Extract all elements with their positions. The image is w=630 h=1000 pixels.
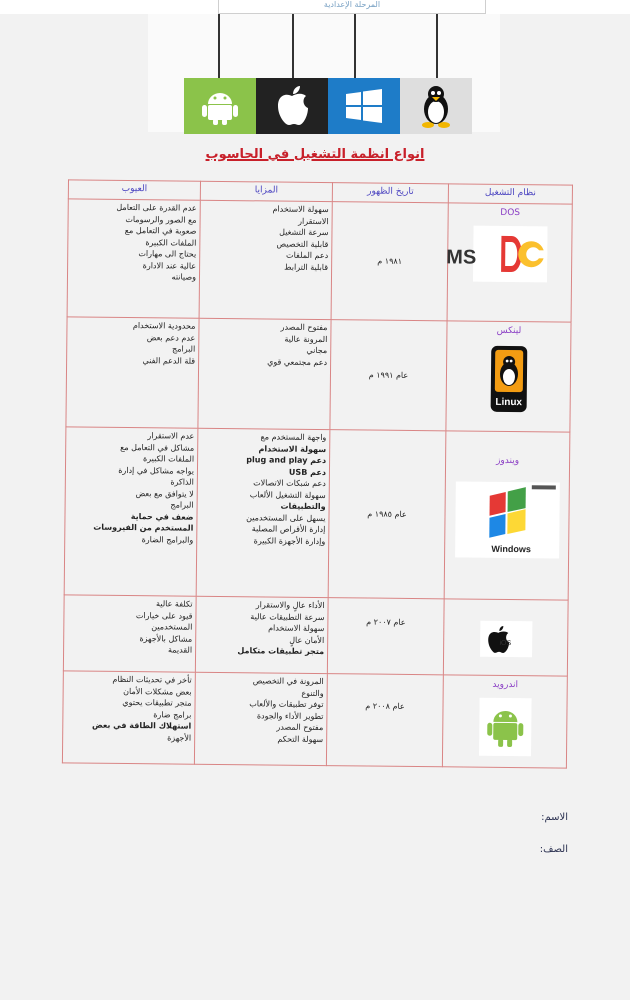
date-cell: عام ٢٠٠٧ م bbox=[327, 598, 444, 675]
cons-item: ضعف في حماية bbox=[130, 511, 194, 522]
pros-item: قابلية الترابط bbox=[284, 262, 329, 272]
pros-cell bbox=[195, 596, 328, 673]
name-label: الاسم: bbox=[541, 812, 568, 823]
top-bar bbox=[0, 0, 630, 14]
pros-cell bbox=[199, 200, 332, 319]
table-row bbox=[66, 317, 571, 432]
cons-item: تكلفة عالية bbox=[155, 599, 193, 609]
os-cell bbox=[442, 675, 567, 768]
cons-item: محدودية الاستخدام bbox=[132, 321, 196, 331]
svg-text:Linux: Linux bbox=[494, 396, 522, 408]
header-pros: المزايا bbox=[200, 181, 332, 201]
cons-cell bbox=[66, 317, 199, 428]
pros-item: سرعة التطبيقات عالية bbox=[250, 611, 325, 622]
pros-item: مفتوح المصدر bbox=[276, 722, 324, 733]
cons-item: وصيانته bbox=[171, 272, 197, 282]
pros-item: واجهة المستخدم مع bbox=[260, 432, 327, 443]
pros-item: مجاني bbox=[306, 345, 328, 356]
os-cell bbox=[446, 321, 571, 432]
cons-item: يحتاج الى مهارات bbox=[138, 249, 197, 259]
cons-item: متجر تطبيقات يحتوي bbox=[122, 697, 192, 708]
cons-item: الملفات الكبيرة bbox=[143, 454, 195, 464]
apple-card-icon bbox=[256, 78, 328, 134]
cons-item: عدم الاستقرار bbox=[147, 431, 195, 441]
linux-card-icon bbox=[400, 78, 472, 134]
os-cell bbox=[447, 203, 572, 322]
pros-item: تطوير الأداء والجودة bbox=[256, 710, 324, 721]
linux-logo-icon bbox=[450, 343, 568, 414]
cons-item: مشاكل في التعامل مع bbox=[120, 442, 195, 453]
cons-item: المستخدم من الفيروسات bbox=[93, 522, 194, 533]
hanging-string bbox=[354, 14, 356, 80]
pros-item: وإدارة الأجهزة الكبيرة bbox=[253, 535, 326, 546]
cons-item: قيود على خيارات bbox=[135, 610, 193, 621]
pros-item: المرونة في التخصيص bbox=[252, 676, 324, 687]
os-table bbox=[62, 179, 572, 768]
header-os: نظام التشغيل bbox=[448, 184, 572, 204]
cons-item: استهلاك الطاقة في بعض bbox=[91, 720, 192, 731]
cons-cell bbox=[62, 671, 195, 764]
pros-item: دعم الملفات bbox=[286, 250, 329, 261]
cons-item: صعوبة في التعامل مع bbox=[124, 225, 197, 236]
cons-item: تأخر في تحديثات النظام bbox=[112, 674, 192, 685]
cons-cell bbox=[64, 427, 198, 596]
pros-item: سهولة الاستخدام bbox=[268, 623, 325, 634]
pros-item: مفتوح المصدر bbox=[280, 322, 328, 333]
table-row bbox=[67, 199, 572, 322]
pros-item: توفر تطبيقات والألعاب bbox=[249, 699, 324, 710]
cons-cell bbox=[67, 199, 200, 318]
pros-item: سهولة التشغيل الألعاب bbox=[249, 489, 326, 500]
date-cell: ١٩٨١ م bbox=[331, 202, 448, 321]
pros-item: سهولة الاستخدام bbox=[258, 443, 327, 454]
table-row bbox=[63, 595, 568, 676]
pros-item: الأمان عالٍ bbox=[289, 635, 325, 645]
table-row bbox=[62, 671, 567, 768]
os-name: لينكس bbox=[496, 325, 522, 337]
os-cell bbox=[444, 431, 570, 600]
top-tab: المرحلة الإعدادية bbox=[218, 0, 486, 14]
windows-card-icon bbox=[328, 78, 400, 134]
pros-item: المرونة عالية bbox=[284, 334, 328, 344]
pros-item: دعم شبكات الاتصالات bbox=[253, 478, 326, 489]
cons-item: لا يتوافق مع بعض bbox=[135, 488, 194, 499]
cons-item: المستخدمين bbox=[151, 622, 193, 632]
svg-text:iOS: iOS bbox=[498, 639, 511, 647]
cons-item: البرامج bbox=[170, 500, 194, 510]
os-name: DOS bbox=[500, 207, 521, 219]
pros-cell bbox=[196, 428, 330, 597]
cons-item: يواجه مشاكل في إدارة bbox=[118, 465, 195, 476]
pros-item: متجر تطبيقات متكامل bbox=[237, 646, 325, 657]
cons-item: والبرامج الضارة bbox=[141, 534, 194, 545]
android-card-icon bbox=[184, 78, 256, 134]
hero-image bbox=[148, 14, 500, 132]
pros-item: إدارة الأقراص المصلبة bbox=[251, 524, 326, 535]
pros-item: دعم مجتمعي قوي bbox=[267, 356, 328, 367]
pros-cell bbox=[194, 672, 327, 765]
cons-item: القديمة bbox=[167, 645, 193, 655]
os-name: اندرويد bbox=[492, 679, 519, 691]
class-label: الصف: bbox=[539, 844, 568, 855]
header-date: تاريخ الظهور bbox=[332, 183, 448, 203]
cons-item: عدم دعم بعض bbox=[146, 332, 196, 343]
cons-item: البرامج bbox=[172, 344, 196, 354]
date-cell: عام ١٩٩١ م bbox=[330, 320, 447, 431]
msdos-logo-icon bbox=[445, 225, 569, 282]
svg-text:MS: MS bbox=[445, 245, 476, 269]
pros-item: والتنوع bbox=[301, 688, 324, 698]
pros-item: الأداء عالٍ والاستقرار bbox=[255, 600, 325, 611]
cons-item: برامج ضارة bbox=[153, 709, 192, 720]
pros-item: الاستقرار bbox=[298, 216, 329, 226]
hanging-string bbox=[436, 14, 438, 80]
page-title-text: انواع انظمة التشغيل في الحاسوب bbox=[205, 147, 425, 162]
os-cell bbox=[443, 599, 568, 676]
pros-cell bbox=[198, 318, 331, 429]
pros-item: يسهل على المستخدمين bbox=[246, 512, 326, 523]
cons-item: مشاكل بالأجهزة bbox=[139, 633, 193, 644]
pros-item: سهولة الاستخدام bbox=[272, 204, 329, 215]
pros-item: والتطبيقات bbox=[280, 501, 326, 512]
cons-item: بعض مشكلات الأمان bbox=[123, 686, 192, 697]
cons-item: الذاكرة bbox=[170, 477, 194, 487]
cons-item: مع الصور والرسومات bbox=[125, 214, 197, 225]
header-cons: العيوب bbox=[68, 180, 200, 200]
android-logo-icon bbox=[446, 697, 564, 756]
table-row bbox=[64, 427, 570, 600]
page-title bbox=[0, 143, 630, 162]
cons-item: عالية عند الادارة bbox=[142, 260, 197, 271]
os-name: ويندوز bbox=[496, 455, 520, 467]
cons-item: عدم القدرة على التعامل bbox=[116, 202, 197, 213]
pros-item: سهولة التحكم bbox=[277, 734, 324, 744]
pros-item: قابلية التخصيص bbox=[276, 239, 329, 249]
pros-item: سرعة التشغيل bbox=[279, 227, 329, 238]
pros-item: دعم plug and play bbox=[246, 455, 327, 466]
cons-item: قلة الدعم الفني bbox=[142, 355, 196, 366]
pros-item: دعم USB bbox=[288, 467, 327, 477]
date-cell: عام ١٩٨٥ م bbox=[328, 430, 446, 599]
hanging-string bbox=[292, 14, 294, 80]
cons-item: الملفات الكبيرة bbox=[145, 237, 197, 248]
date-cell: عام ٢٠٠٨ م bbox=[326, 674, 443, 767]
cons-item: الأجهزة bbox=[167, 732, 192, 743]
hanging-string bbox=[218, 14, 220, 80]
ios-logo-icon bbox=[447, 620, 564, 657]
windows-logo-icon bbox=[448, 481, 566, 558]
cons-cell bbox=[63, 595, 196, 672]
svg-text:Windows: Windows bbox=[490, 543, 531, 554]
